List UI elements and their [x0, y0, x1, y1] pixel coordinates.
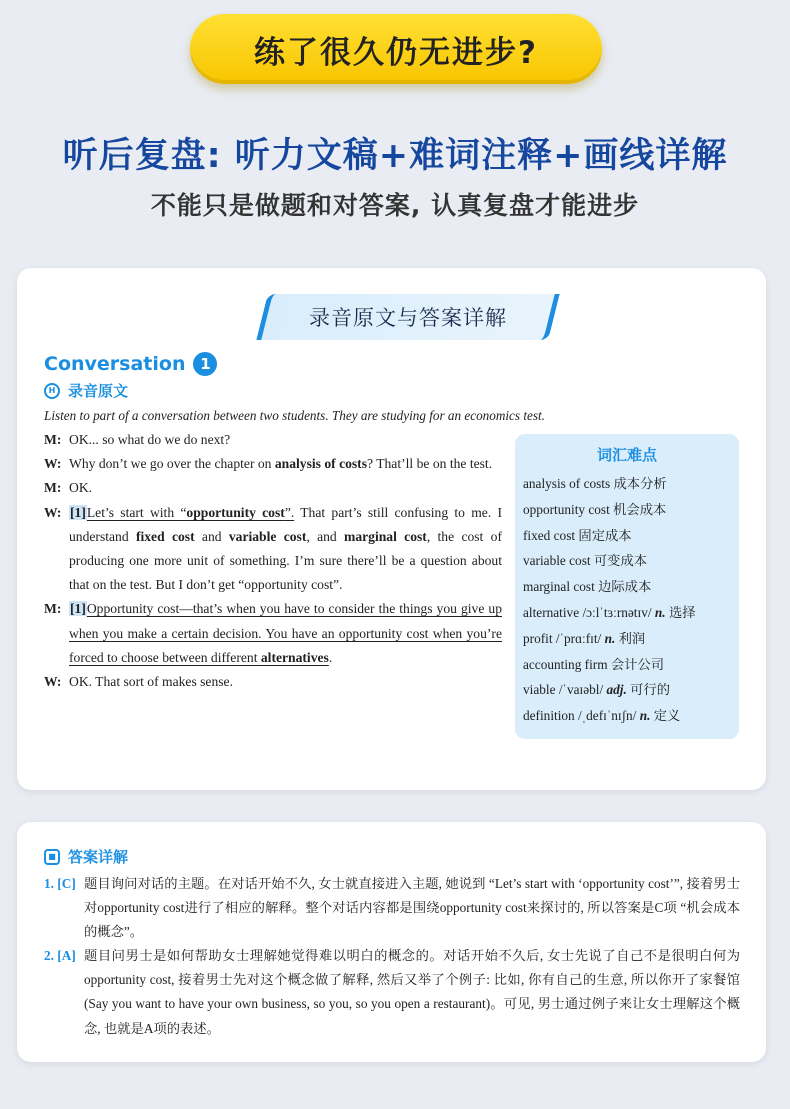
answer-text: 题目询问对话的主题。在对话开始不久, 女士就直接进入主题, 她说到 “Let’s start with ‘opportunity cost’”, 接着男士对opportunity cost进行了相应的解释。整个对话内容都是围绕opportunity cost来探讨的, 所以答案是C项 “机会成本的概念”。: [84, 876, 740, 940]
vocab-item: [523, 626, 731, 652]
utterance: [69, 597, 502, 670]
vocab-term: marginal cost: [344, 528, 427, 544]
vocab-pos: n.: [639, 708, 651, 724]
conversation-label: Conversation: [44, 353, 186, 375]
underlined-text: [87, 505, 294, 520]
transcript-heading: [44, 380, 128, 401]
vocab-list: [523, 471, 731, 729]
vocab-ipa: /ˈvaɪəbl/: [558, 682, 604, 698]
vocab-word: accounting firm: [523, 656, 608, 672]
vocab-term: opportunity cost: [186, 504, 285, 520]
speaker: M:: [44, 480, 62, 496]
vocab-pos: adj.: [606, 682, 627, 698]
vocab-item: [523, 548, 731, 574]
vocab-ipa: /ˈprɑːfɪt/: [555, 630, 602, 646]
answers-heading-text: 答案详解: [68, 848, 129, 866]
speaker: W:: [44, 674, 62, 690]
speaker: M:: [44, 432, 62, 447]
vocab-meaning: 会计公司: [610, 656, 665, 672]
utterance-text: Opportunity cost—that’s when you have to consider the things you give up when you make a certain decision. You have an opportunity cost when you’re forced to choose between different: [69, 601, 502, 665]
utterance: [69, 452, 502, 476]
utterance-text: .: [328, 649, 333, 665]
vocab-box: [515, 434, 739, 739]
utterance-text: Let’s start with “: [86, 504, 187, 520]
vocab-meaning: 定义: [653, 708, 681, 724]
vocab-item: [523, 523, 731, 549]
vocab-word: analysis of costs: [523, 476, 611, 491]
vocab-pos: n.: [604, 630, 616, 646]
vocab-word: fixed cost: [523, 527, 576, 543]
vocab-word: alternative: [523, 604, 580, 620]
vocab-item: [523, 652, 731, 678]
underlined-text: [69, 601, 502, 664]
vocab-item: [523, 703, 731, 729]
vocab-word: variable cost: [523, 553, 591, 569]
vocab-meaning: 利润: [618, 630, 646, 646]
vocab-meaning: 可变成本: [593, 553, 648, 569]
answer-text: 题目问男士是如何帮助女士理解她觉得难以明白的概念的。对话开始不久后, 女士先说了自己不是很明白何为opportunity cost, 接着男士先对这个概念做了解释, 然后又举了个例子: 比如, 你有自己的生意, 所以你开了家餐馆(Say you want to have your own business, so you, so you open a restaurant)。可见, 男士通过例子来让女士理解这个概念, 也就是A项的表述。: [84, 948, 740, 1036]
speaker: W:: [44, 504, 62, 520]
section-banner: [256, 294, 559, 340]
utterance-text: and: [194, 528, 229, 544]
vocab-meaning: 边际成本: [598, 579, 652, 595]
dialog: [44, 428, 502, 694]
utterance-text: , the cost of producing one more unit of something. I’m sure there’ll be a question about that on the test. But I don’t get “opportunity cost”.: [69, 528, 502, 593]
vocab-item: [523, 497, 731, 523]
utterance-text: That part’s still confusing to me. I understand: [69, 504, 502, 544]
vocab-meaning: 成本分析: [613, 476, 667, 491]
vocab-item: [523, 471, 731, 497]
dialog-turn: [44, 428, 502, 452]
dialog-turn: [44, 476, 502, 500]
vocab-ipa: /ɔːlˈtɜːrnətɪv/: [582, 604, 652, 620]
headline: 听后复盘: 听力文稿+难词注释+画线详解: [62, 136, 728, 176]
vocab-term: fixed cost: [135, 528, 195, 544]
answer-label: 1. [C]: [44, 876, 76, 891]
transcript-heading-text: 录音原文: [68, 382, 129, 400]
dialog-turn: [44, 452, 502, 476]
answer-1: [44, 872, 740, 945]
dialog-turn: [44, 597, 502, 670]
speaker: W:: [44, 456, 62, 472]
utterance-text: ”.: [284, 504, 295, 520]
utterance-text: ? That’ll be on the test.: [367, 456, 493, 472]
vocab-word: opportunity cost: [523, 501, 610, 517]
utterance-text: Why don’t we go over the chapter on: [69, 456, 275, 472]
vocab-term: analysis of costs: [274, 456, 368, 472]
section-banner-text: 录音原文与答案详解: [309, 306, 507, 330]
vocab-ipa: /ˌdefɪˈnɪʃn/: [578, 708, 637, 724]
conversation-title: [44, 352, 217, 376]
answers-heading: [44, 846, 128, 867]
vocab-meaning: 可行的: [630, 682, 671, 698]
vocab-meaning: 选择: [668, 604, 696, 620]
vocab-item: [523, 574, 731, 600]
vocab-item: [523, 677, 731, 703]
vocab-term: alternatives: [260, 649, 329, 665]
vocab-term: variable cost: [228, 528, 307, 544]
utterance: OK... so what do we do next?: [69, 432, 231, 447]
answer-icon: ■: [44, 849, 60, 865]
header-pill: [190, 14, 602, 84]
answers-card: [17, 822, 766, 1062]
header-pill-text: 练了很久仍无进步?: [254, 34, 538, 71]
vocab-word: profit: [523, 630, 553, 646]
speaker: M:: [44, 601, 62, 617]
answer-label: 2. [A]: [44, 948, 76, 963]
vocab-meaning: 固定成本: [578, 527, 632, 543]
conversation-number-badge: 1: [193, 352, 217, 376]
headphone-icon: H: [44, 383, 60, 399]
vocab-word: marginal cost: [523, 579, 595, 595]
utterance-text: , and: [306, 528, 345, 544]
dialog-turn: [44, 670, 502, 694]
vocab-pos: n.: [654, 604, 666, 620]
vocab-title: 词汇难点: [596, 446, 657, 464]
utterance: [69, 501, 502, 598]
vocab-meaning: 机会成本: [613, 501, 667, 517]
transcript-card: [17, 268, 766, 790]
utterance: OK. That sort of makes sense.: [69, 674, 233, 690]
vocab-word: definition: [523, 708, 575, 724]
vocab-word: viable: [523, 682, 556, 698]
question-tag: [1]: [70, 601, 86, 617]
vocab-item: [523, 600, 731, 626]
subline: 不能只是做题和对答案, 认真复盘才能进步: [150, 191, 640, 220]
utterance: OK.: [69, 480, 93, 496]
transcript-intro: Listen to part of a conversation between two students. They are studying for an economics test.: [44, 408, 545, 423]
dialog-turn: [44, 501, 502, 598]
answer-2: [44, 944, 740, 1041]
question-tag: [1]: [70, 504, 86, 520]
